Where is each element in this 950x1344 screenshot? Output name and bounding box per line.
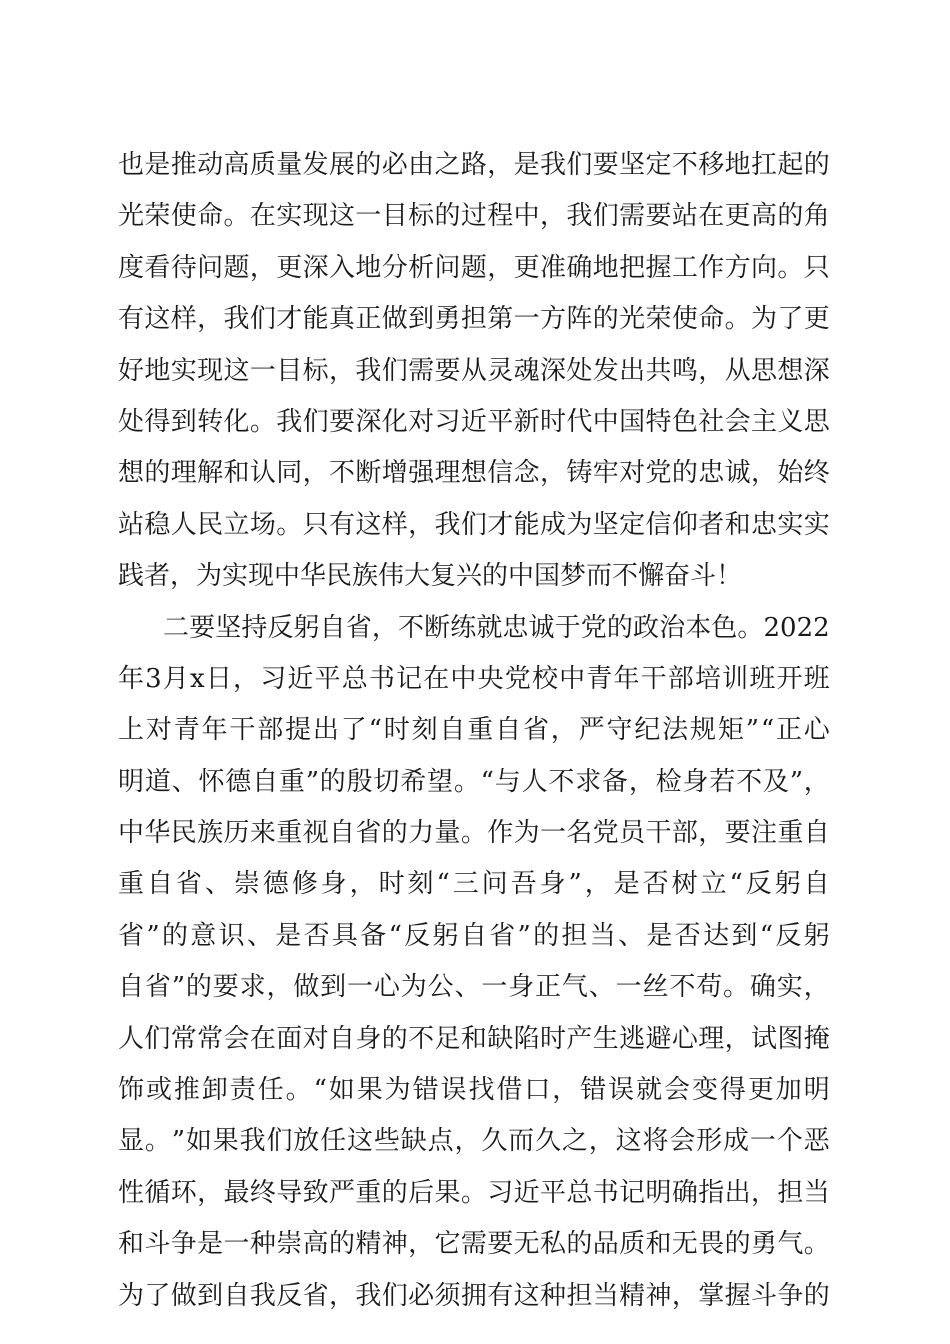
text-line: 处 得 到 转 化 。 我 们 要 深 化 对 习 近 平 新 时 代 中 国 特 色 社 会 主 义 思	[118, 406, 830, 437]
text-line: 重 自 省 、 崇 德 修 身 ， 时 刻 “ 三 问 吾 身 ” ， 是 否 树 立 “ 反 躬 自	[118, 869, 830, 900]
text-line: 显 。 ” 如 果 我 们 放 任 这 些 缺 点 ， 久 而 久 之 ， 这 将 会 形 成 一 个 恶	[118, 1126, 830, 1157]
document-body	[118, 140, 830, 1322]
text-line: 省 ” 的 意 识 、 是 否 具 备 “ 反 躬 自 省 ” 的 担 当 、 是 否 达 到 “ 反 躬	[118, 920, 830, 951]
text-line: 也 是 推 动 高 质 量 发 展 的 必 由 之 路 ， 是 我 们 要 坚 定 不 移 地 扛 起 的	[118, 150, 830, 180]
text-line: 人 们 常 常 会 在 面 对 自 身 的 不 足 和 缺 陷 时 产 生 逃 避 心 理 ， 试 图 掩	[118, 1023, 830, 1054]
text-line: 好 地 实 现 这 一 目 标 ， 我 们 需 要 从 灵 魂 深 处 发 出 共 鸣 ， 从 思 想 深	[118, 355, 830, 386]
text-line: 年 3 月 x 日 ， 习 近 平 总 书 记 在 中 央 党 校 中 青 年 干 部 培 训 班 开 班	[118, 663, 830, 694]
paragraph-start-line: 二 要 坚 持 反 躬 自 省 ， 不 断 练 就 忠 诚 于 党 的 政 治 本 色 。 2022	[163, 612, 830, 643]
text-line: 自 省 ” 的 要 求 ， 做 到 一 心 为 公 、 一 身 正 气 、 一 丝 不 苟 。 确 实 ，	[118, 972, 830, 1003]
text-line: 站 稳 人 民 立 场 。 只 有 这 样 ， 我 们 才 能 成 为 坚 定 信 仰 者 和 忠 实 实	[118, 509, 830, 540]
text-line: 光 荣 使 命 。 在 实 现 这 一 目 标 的 过 程 中 ， 我 们 需 要 站 在 更 高 的 角	[118, 201, 830, 232]
text-line: 度 看 待 问 题 ， 更 深 入 地 分 析 问 题 ， 更 准 确 地 把 握 工 作 方 向 。 只	[118, 252, 830, 283]
text-line: 中 华 民 族 历 来 重 视 自 省 的 力 量 。 作 为 一 名 党 员 干 部 ， 要 注 重 自	[118, 818, 830, 849]
text-line: 和 斗 争 是 一 种 崇 高 的 精 神 ， 它 需 要 无 私 的 品 质 和 无 畏 的 勇 气 。	[118, 1229, 830, 1260]
text-line: 饰 或 推 卸 责 任 。 “ 如 果 为 错 误 找 借 口 ， 错 误 就 会 变 得 更 加 明	[118, 1075, 830, 1106]
text-line: 上 对 青 年 干 部 提 出 了 “ 时 刻 自 重 自 省 ， 严 守 纪 法 规 矩 ” “ 正 心	[118, 715, 830, 746]
text-line: 有 这 样 ， 我 们 才 能 真 正 做 到 勇 担 第 一 方 阵 的 光 荣 使 命 。 为 了 更	[118, 304, 830, 335]
text-line: 性 循 环 ， 最 终 导 致 严 重 的 后 果 。 习 近 平 总 书 记 明 确 指 出 ， 担 当	[118, 1177, 830, 1208]
paragraph-end-line: 践者，为实现中华民族伟大复兴的中国梦而不懈奋斗！	[118, 561, 743, 592]
text-line: 明 道 、 怀 德 自 重 ” 的 殷 切 希 望 。 “ 与 人 不 求 备 ， 检 身 若 不 及 ” ，	[118, 766, 830, 797]
text-line: 为 了 做 到 自 我 反 省 ， 我 们 必 须 拥 有 这 种 担 当 精 神 ， 掌 握 斗 争 的	[118, 1280, 830, 1311]
text-line: 想 的 理 解 和 认 同 ， 不 断 增 强 理 想 信 念 ， 铸 牢 对 党 的 忠 诚 ， 始 终	[118, 458, 830, 489]
